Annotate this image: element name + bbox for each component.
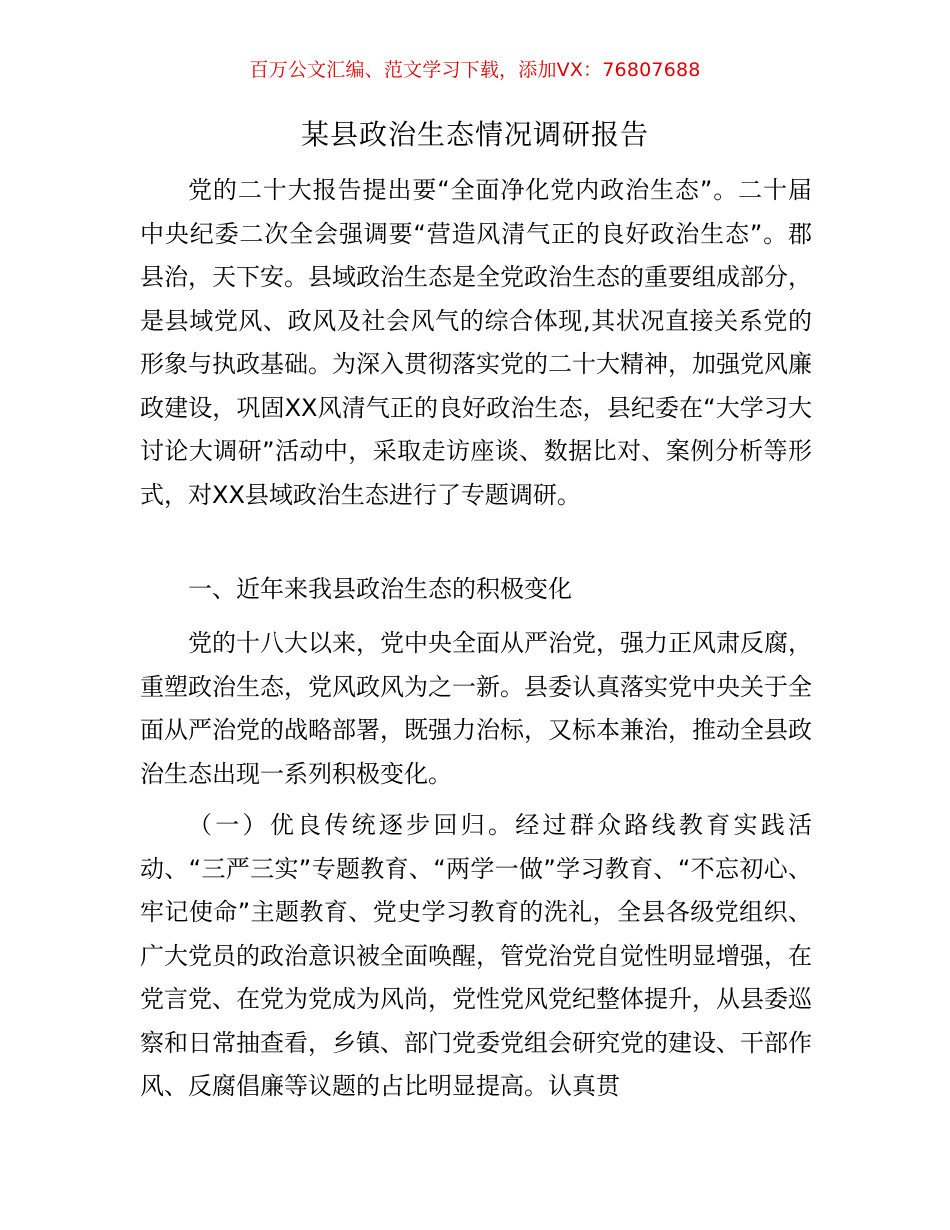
- paragraph-text: （一）优良传统逐步回归。经过群众路线教育实践活动、“三严三实”专题教育、“两学一做”学习教育、“不忘初心、牢记使命”主题教育、党史学习教育的洗礼，全县各级党组织、广大党员的政治意识被全面唤醒，管党治党自觉性明显增强，在党言党、在党为党成为风尚，党性党风党纪整体提升，从县委巡察和日常抽查看，乡镇、部门党委党组会研究党的建设、干部作风、反腐倡廉等议题的占比明显提高。认真贯: [140, 811, 812, 1100]
- intro-paragraph: [140, 169, 812, 517]
- paragraph-text: 党的二十大报告提出要“全面净化党内政治生态”。二十届中央纪委二次全会强调要“营造风清气正的良好政治生态”。郡县治，天下安。县域政治生态是全党政治生态的重要组成部分，是县域党风、政风及社会风气的综合体现,其状况直接关系党的形象与执政基础。为深入贯彻落实党的二十大精神，加强党风廉政建设，巩固XX风清气正的良好政治生态，县纪委在“大学习大讨论大调研”活动中，采取走访座谈、数据比对、案例分析等形式，对XX县域政治生态进行了专题调研。: [140, 176, 812, 509]
- paragraph-text: 党的十八大以来，党中央全面从严治党，强力正风肃反腐，重塑政治生态，党风政风为之一新。县委认真落实党中央关于全面从严治党的战略部署，既强力治标，又标本兼治，推动全县政治生态出现一系列积极变化。: [140, 629, 812, 788]
- section-paragraph: [140, 622, 812, 796]
- document-title: 某县政治生态情况调研报告: [300, 118, 649, 151]
- watermark-text: 百万公文汇编、范文学习下载，添加VX：76807688: [249, 59, 701, 81]
- subsection-paragraph: [140, 804, 812, 1109]
- heading-text: 一、近年来我县政治生态的积极变化: [188, 575, 572, 603]
- section-heading: [140, 568, 812, 612]
